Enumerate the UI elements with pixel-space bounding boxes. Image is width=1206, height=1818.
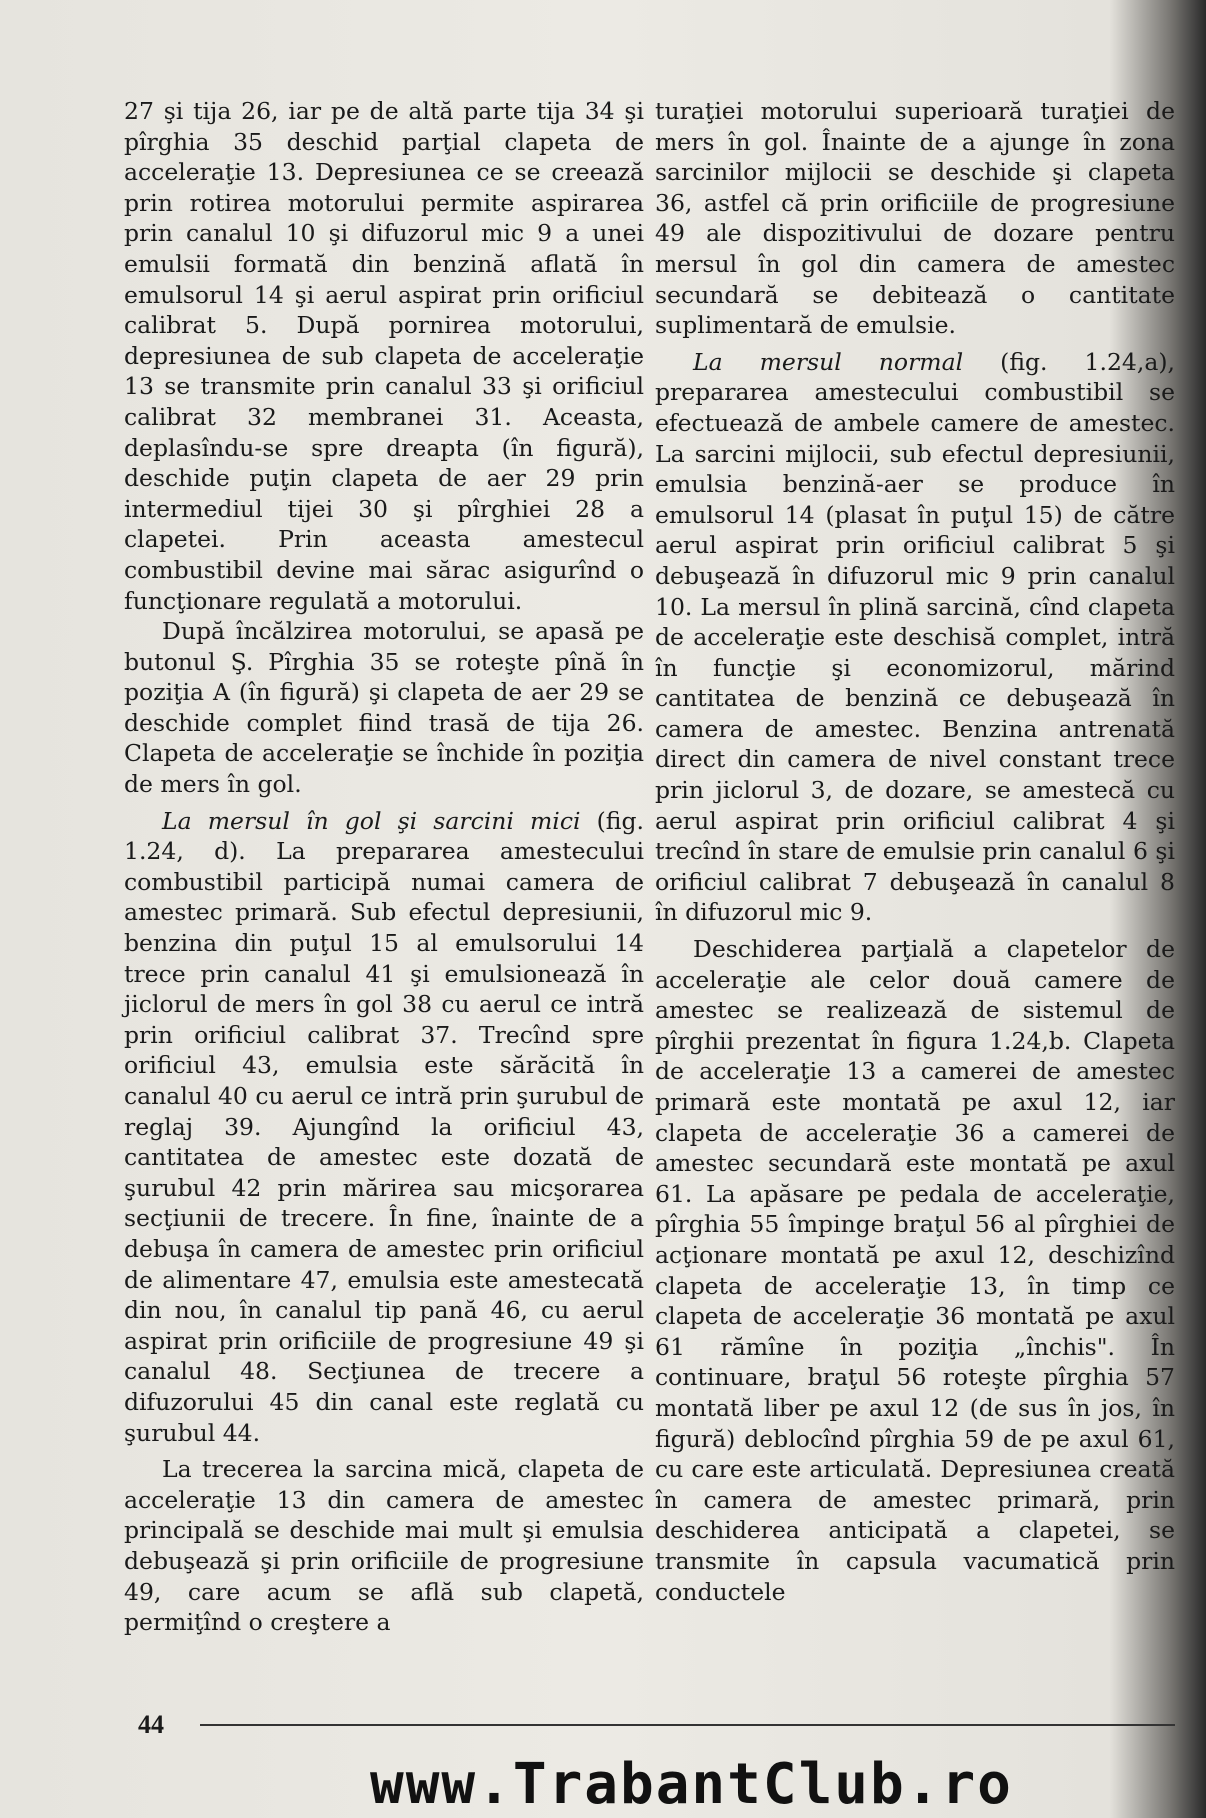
paragraph bbox=[124, 806, 644, 1448]
watermark: www.TrabantClub.ro bbox=[370, 1752, 1013, 1817]
paragraph-text: (fig. 1.24,a), prepararea amestecului combustibil se efectuează de ambele camere de amestec. La sarcini mijlocii, sub efectul depresiunii, emulsia benzină-aer se produce în emulsorul 14 (plasat în puţul 15) de către aerul aspirat prin orificiul calibrat 5 şi debuşează în difuzorul mic 9 prin canalul 10. La mersul în plină sarcină, cînd clapeta de acceleraţie este deschisă complet, intră în funcţie şi economizorul, mărind cantitatea de benzină ce debuşează în camera de amestec. Benzina antrenată direct din camera de nivel constant trece prin jiclorul 3, de dozare, se amestecă cu aerul aspirat prin orificiul calibrat 4 şi trecînd în stare de emulsie prin canalul 6 şi orificiul calibrat 7 debuşează în canalul 8 în difuzorul mic 9. bbox=[655, 347, 1175, 927]
right-column bbox=[655, 96, 1175, 1607]
paragraph: După încălzirea motorului, se apasă pe butonul Ş. Pîrghia 35 se roteşte pînă în poziţia A (în figură) şi clapeta de aer 29 se deschide complet fiind trasă de tija 26. Clapeta de acceleraţie se închide în poziţia de mers în gol. bbox=[124, 617, 644, 799]
paragraph: 27 şi tija 26, iar pe de altă parte tija 34 şi pîrghia 35 deschid parţial clapeta de acceleraţie 13. Depresiunea ce se creează prin rotirea motorului permite aspirarea prin canalul 10 şi difuzorul mic 9 a unei emulsii formată din benzină aflată în emulsorul 14 şi aerul aspirat prin orificiul calibrat 5. După pornirea motorului, depresiunea de sub clapeta de acceleraţie 13 se transmite prin canalul 33 şi orificiul calibrat 32 membranei 31. Aceasta, deplasîndu-se spre dreapta (în figură), deschide puţin clapeta de aer 29 prin intermediul tijei 30 şi pîrghiei 28 a clapetei. Prin aceasta amestecul combustibil devine mai sărac asigurînd o funcţionare regulată a motorului. bbox=[124, 97, 644, 615]
paragraph: La trecerea la sarcina mică, clapeta de acceleraţie 13 din camera de amestec principală se deschide mai mult şi emulsia debuşează şi prin orificiile de progresiune 49, care acum se află sub clapetă, permiţînd o creştere a bbox=[124, 1455, 644, 1637]
page-number: 44 bbox=[138, 1710, 164, 1739]
italic-heading: La mersul normal bbox=[693, 347, 964, 376]
paragraph-text: (fig. 1.24, d). La prepararea amestecului combustibil participă numai camera de amestec primară. Sub efectul depresiunii, benzina din puţul 15 al emulsorului 14 trece prin canalul 41 şi emulsionează în jiclorul de mers în gol 38 cu aerul ce intră prin orificiul calibrat 37. Trecînd spre orificiul 43, emulsia este sărăcită în canalul 40 cu aerul ce intră prin şurubul de reglaj 39. Ajungînd la orificiul 43, cantitatea de amestec este dozată de şurubul 42 prin mărirea sau micşorarea secţiunii de trecere. În fine, înainte de a debuşa în camera de amestec prin orificiul de alimentare 47, emulsia este amestecată din nou, în canalul tip pană 46, cu aerul aspirat prin orificiile de progresiune 49 şi canalul 48. Secţiunea de trecere a difuzorului 45 din canal este reglată cu şurubul 44. bbox=[124, 806, 644, 1447]
left-column bbox=[124, 96, 644, 1638]
paragraph: Deschiderea parţială a clapetelor de acceleraţie ale celor două camere de amestec se realizează de sistemul de pîrghii prezentat în figura 1.24,b. Clapeta de acceleraţie 13 a camerei de amestec primară este montată pe axul 12, iar clapeta de acceleraţie 36 a camerei de amestec secundară este montată pe axul 61. La apăsare pe pedala de acceleraţie, pîrghia 55 împinge braţul 56 al pîrghiei de acţionare montată pe axul 12, deschizînd clapeta de acceleraţie 13, în timp ce clapeta de acceleraţie 36 montată pe axul 61 rămîne în poziţia „închis". În continuare, braţul 56 roteşte pîrghia 57 montată liber pe axul 12 (de sus în jos, în figură) deblocînd pîrghia 59 de pe axul 61, cu care este articulată. Depresiunea creată în camera de amestec primară, prin deschiderea anticipată a clapetei, se transmite în capsula vacumatică prin conductele bbox=[655, 935, 1175, 1606]
italic-heading: La mersul în gol şi sarcini mici bbox=[162, 806, 581, 835]
paragraph: turaţiei motorului superioară turaţiei de mers în gol. Înainte de a ajunge în zona sarcinilor mijlocii se deschide şi clapeta 36, astfel că prin orificiile de progresiune 49 ale dispozitivului de dozare pentru mersul în gol din camera de amestec secundară se debitează o cantitate suplimentară de emulsie. bbox=[655, 97, 1175, 340]
footer-rule bbox=[200, 1724, 1175, 1726]
paragraph bbox=[655, 347, 1175, 928]
